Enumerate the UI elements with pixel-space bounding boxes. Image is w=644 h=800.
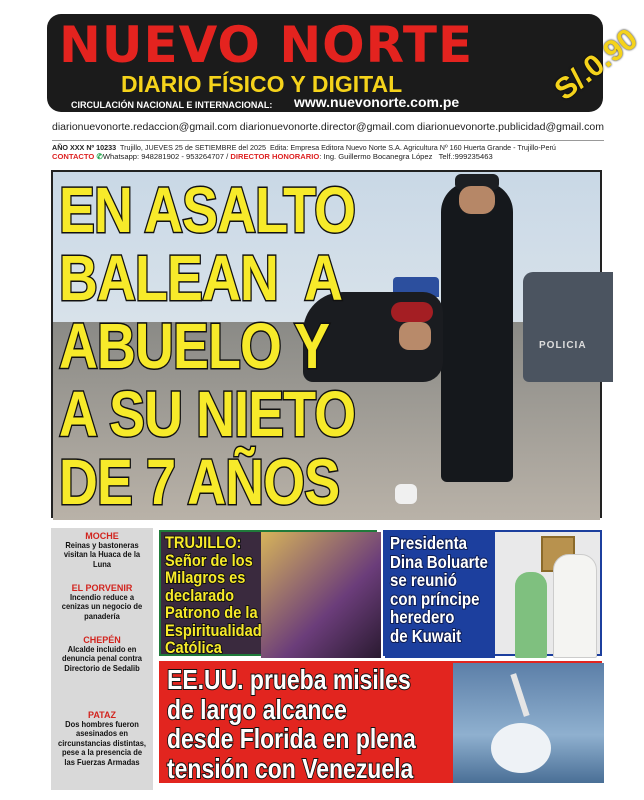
headline-line: con príncipe xyxy=(390,588,480,609)
brief-place: PATAZ xyxy=(88,710,116,720)
price-tag: S/.0.90 xyxy=(548,22,644,107)
main-headline xyxy=(59,176,355,516)
newspaper-title: NUEVO NORTE xyxy=(59,16,474,74)
edition-info xyxy=(52,140,604,152)
headline-line: heredero xyxy=(390,607,455,627)
headline-line: desde Florida en plena xyxy=(167,723,416,754)
headline-line: Católica xyxy=(165,638,222,657)
separator: / xyxy=(226,152,229,161)
headline-line: ABUELO Y xyxy=(59,310,330,382)
whatsapp-numbers: Whatsapp: 948281902 - 953264707 xyxy=(102,152,225,161)
masthead xyxy=(47,14,644,112)
headline-line: declarado xyxy=(165,585,235,605)
edition-date: Trujillo, JUEVES 25 de SETIEMBRE del 2025 xyxy=(120,143,266,152)
headline-line: BALEAN A xyxy=(59,242,343,314)
brief-pataz[interactable] xyxy=(51,710,153,767)
brief-text: Reinas y bastoneras visitan la Huaca de la Luna xyxy=(63,540,141,569)
brief-el-porvenir[interactable] xyxy=(51,583,153,621)
email-bar xyxy=(52,121,604,133)
story-trujillo[interactable] xyxy=(159,530,377,656)
edition-number: AÑO XXX Nº 10233 xyxy=(52,143,117,152)
story-boluarte[interactable] xyxy=(383,530,602,656)
officer-face xyxy=(459,186,495,214)
white-glove xyxy=(395,484,417,504)
headline-line: Dina Boluarte xyxy=(390,551,488,572)
phone-number: Telf.:999235463 xyxy=(438,152,493,161)
email-publicidad[interactable]: diarionuevonorte.publicidad@gmail.com xyxy=(417,121,604,133)
police-car-label: POLICIA xyxy=(539,340,587,351)
standing-officer xyxy=(441,182,513,482)
headline-line: se reunió xyxy=(390,570,457,590)
story-place: TRUJILLO: xyxy=(165,533,242,552)
brief-place: CHEPÉN xyxy=(83,635,121,645)
prince-figure xyxy=(553,554,597,658)
director-name: : Ing. Guillermo Bocanegra López xyxy=(319,152,433,161)
red-beret xyxy=(391,302,433,322)
brief-text: Alcalde incluido en denuncia penal contra Directorio de Sedalib xyxy=(61,644,142,673)
headline-line: Milagros es xyxy=(165,568,246,587)
circulation-label: CIRCULACIÓN NACIONAL E INTERNACIONAL: xyxy=(71,100,273,110)
launch-plume xyxy=(491,723,551,773)
headline-line: DE 7 AÑOS xyxy=(59,446,340,518)
headline-line: Patrono de la xyxy=(165,603,258,622)
procession-image xyxy=(261,532,381,658)
director-label: DIRECTOR HONORARIO xyxy=(230,152,320,161)
main-story[interactable] xyxy=(51,170,602,518)
story-usa-headline xyxy=(167,665,416,783)
headline-line: A SU NIETO xyxy=(59,378,356,450)
newspaper-subtitle: DIARIO FÍSICO Y DIGITAL xyxy=(121,71,403,97)
headline-line: tensión con Venezuela xyxy=(167,752,414,784)
brief-text: Dos hombres fueron asesinados en circunstancias distintas, pese a la presencia de las Fuerzas Armadas xyxy=(58,719,146,767)
story-usa-missiles[interactable] xyxy=(159,661,602,783)
contact-label: CONTACTO xyxy=(52,152,95,161)
brief-text: Incendio reduce a cenizas un negocio de panadería xyxy=(61,592,143,621)
story-trujillo-headline xyxy=(165,534,262,657)
website-link[interactable]: www.nuevonorte.com.pe xyxy=(294,94,460,110)
headline-line: EN ASALTO xyxy=(59,174,356,246)
president-figure xyxy=(515,572,547,658)
brief-place: MOCHE xyxy=(85,531,119,541)
email-redaccion[interactable]: diarionuevonorte.redaccion@gmail.com xyxy=(52,121,238,133)
briefs-column xyxy=(51,528,153,790)
publisher-info: Edita: Empresa Editora Nuevo Norte S.A. Agricultura Nº 160 Huerta Grande - Trujillo-Perú xyxy=(269,143,556,152)
headline-line: de Kuwait xyxy=(390,625,462,646)
crouching-officer-face xyxy=(399,322,431,350)
contact-info xyxy=(52,152,604,161)
email-director[interactable]: diarionuevonorte.director@gmail.com xyxy=(239,121,415,133)
story-boluarte-headline xyxy=(390,534,488,645)
brief-place: EL PORVENIR xyxy=(71,583,133,593)
whatsapp-icon: ✆ xyxy=(96,152,103,161)
headline-line: EE.UU. prueba misiles xyxy=(167,664,411,695)
headline-line: de largo alcance xyxy=(167,693,347,725)
brief-moche[interactable] xyxy=(51,531,153,569)
headline-line: Señor de los xyxy=(165,550,253,570)
headline-line: Presidenta xyxy=(390,533,467,553)
brief-chepen[interactable] xyxy=(51,635,153,673)
police-car xyxy=(523,272,613,382)
headline-line: Espiritualidad xyxy=(165,620,262,640)
